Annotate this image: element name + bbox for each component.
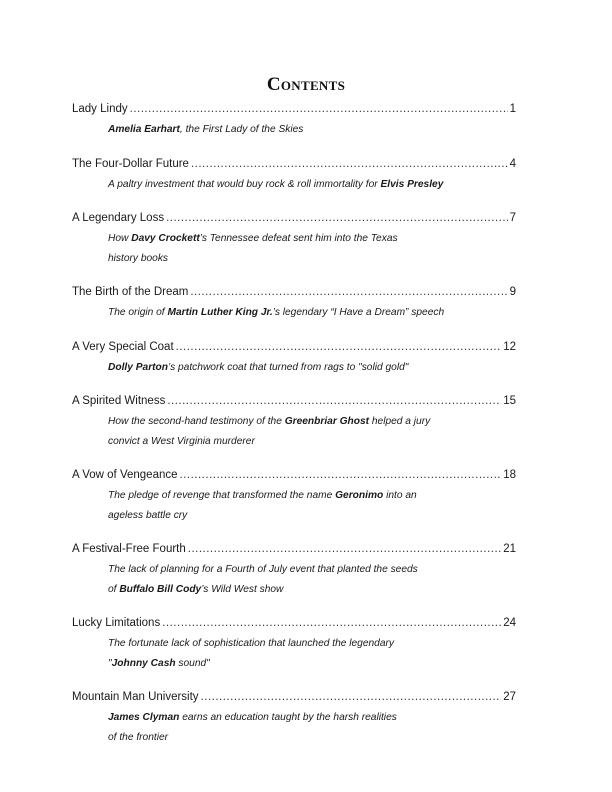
chapter-description <box>108 303 472 323</box>
page-number[interactable]: 12 <box>503 340 516 353</box>
description-line <box>108 249 472 269</box>
description-line <box>108 412 472 432</box>
chapter-title[interactable]: The Birth of the Dream <box>72 286 189 298</box>
description-text: ’s Wild West show <box>201 583 284 595</box>
table-of-contents <box>72 102 516 764</box>
description-text: How the second-hand testimony of the <box>108 416 285 427</box>
toc-entry-line[interactable] <box>72 157 516 171</box>
chapter-description <box>108 120 472 140</box>
page-title: Contents <box>266 74 346 95</box>
description-line <box>108 358 472 378</box>
toc-entry[interactable] <box>72 468 516 525</box>
subject-name: Davy Crockett <box>131 233 200 244</box>
page-number[interactable]: 24 <box>503 617 516 629</box>
subject-name: Dolly Parton <box>108 361 169 373</box>
toc-entry-line[interactable] <box>72 690 516 704</box>
description-text: The lack of planning for a Fourth of July event that planted the seeds <box>108 564 418 575</box>
chapter-title[interactable]: Mountain Man University <box>72 691 199 703</box>
toc-entry[interactable] <box>72 157 516 195</box>
description-text: history books <box>108 252 169 264</box>
description-line <box>108 486 472 506</box>
description-text: " <box>108 657 112 669</box>
description-line <box>108 120 472 140</box>
subject-name: Johnny Cash <box>111 657 176 669</box>
page-number[interactable]: 4 <box>509 157 516 170</box>
description-text: The origin of <box>108 307 168 318</box>
subject-name: Buffalo Bill Cody <box>119 583 202 595</box>
description-line <box>108 175 472 195</box>
dot-leader <box>188 542 501 556</box>
chapter-title[interactable]: Lucky Limitations <box>72 617 161 629</box>
dot-leader <box>166 211 508 225</box>
page-number[interactable]: 21 <box>503 543 516 555</box>
subject-name: Greenbriar Ghost <box>284 416 370 427</box>
chapter-description <box>108 229 472 268</box>
description-text: sound" <box>175 657 210 669</box>
dot-leader <box>180 468 502 482</box>
description-line <box>108 580 472 600</box>
chapter-description <box>108 412 472 451</box>
toc-entry[interactable] <box>72 211 516 268</box>
toc-entry-line[interactable] <box>72 211 516 225</box>
description-text: of the frontier <box>108 731 169 743</box>
chapter-description <box>108 708 472 747</box>
dot-leader <box>167 394 501 408</box>
chapter-description <box>108 560 472 599</box>
description-text: ageless battle cry <box>108 509 188 521</box>
page-number[interactable]: 27 <box>503 691 516 703</box>
dot-leader <box>190 285 507 299</box>
description-text: How <box>108 233 132 244</box>
chapter-title[interactable]: The Four-Dollar Future <box>72 157 189 170</box>
description-text: ’s patchwork coat that turned from rags to "solid gold" <box>168 361 409 373</box>
page-number[interactable]: 7 <box>509 212 516 224</box>
description-text: The fortunate lack of sophistication that launched the legendary <box>108 638 395 649</box>
chapter-title[interactable]: A Vow of Vengeance <box>72 469 178 481</box>
subject-name: Geronimo <box>335 490 384 501</box>
toc-entry-line[interactable] <box>72 102 516 116</box>
toc-entry-line[interactable] <box>72 285 516 299</box>
description-text: ’s Tennessee defeat sent him into the Texas <box>199 233 398 244</box>
toc-entry-line[interactable] <box>72 542 516 556</box>
description-text: The pledge of revenge that transformed the name <box>108 490 336 501</box>
page-number[interactable]: 18 <box>503 469 516 481</box>
toc-entry[interactable] <box>72 542 516 599</box>
description-line <box>108 303 472 323</box>
dot-leader <box>191 157 508 171</box>
subject-name: Elvis Presley <box>380 178 444 190</box>
toc-entry-line[interactable] <box>72 394 516 408</box>
chapter-title[interactable]: A Very Special Coat <box>72 340 174 353</box>
page-number[interactable]: 9 <box>509 286 516 298</box>
description-text: earns an education taught by the harsh realities <box>179 712 397 723</box>
toc-entry[interactable] <box>72 340 516 378</box>
chapter-description <box>108 634 472 673</box>
chapter-title[interactable]: A Spirited Witness <box>72 395 166 407</box>
dot-leader <box>130 102 508 116</box>
chapter-description <box>108 358 472 378</box>
toc-entry[interactable] <box>72 690 516 747</box>
description-text: into an <box>383 490 417 501</box>
subject-name: James Clyman <box>108 712 180 723</box>
chapter-description <box>108 486 472 525</box>
description-text: ’s legendary “I Have a Dream” speech <box>272 307 445 318</box>
page-number[interactable]: 1 <box>509 103 516 115</box>
description-line <box>108 708 472 728</box>
description-line <box>108 728 472 748</box>
description-text: of <box>108 583 120 595</box>
dot-leader <box>162 616 501 630</box>
description-line <box>108 654 472 674</box>
description-line <box>108 560 472 580</box>
toc-entry-line[interactable] <box>72 468 516 482</box>
toc-entry[interactable] <box>72 102 516 140</box>
toc-entry[interactable] <box>72 285 516 323</box>
description-text: convict a West Virginia murderer <box>108 435 255 447</box>
description-line <box>108 432 472 452</box>
chapter-title[interactable]: A Legendary Loss <box>72 212 165 224</box>
description-line <box>108 506 472 526</box>
toc-entry-line[interactable] <box>72 616 516 630</box>
chapter-title[interactable]: Lady Lindy <box>72 103 128 115</box>
description-text: A paltry investment that would buy rock & roll immortality for <box>108 178 381 190</box>
description-line <box>108 229 472 249</box>
description-text: helped a jury <box>369 416 431 427</box>
toc-entry[interactable] <box>72 616 516 673</box>
subject-name: Amelia Earhart <box>108 124 180 135</box>
subject-name: Martin Luther King Jr. <box>167 307 273 318</box>
description-text: , the First Lady of the Skies <box>179 124 304 135</box>
toc-entry-line[interactable] <box>72 340 516 354</box>
description-line <box>108 634 472 654</box>
chapter-description <box>108 175 472 195</box>
dot-leader <box>201 690 502 704</box>
toc-entry[interactable] <box>72 394 516 451</box>
chapter-title[interactable]: A Festival-Free Fourth <box>72 543 186 555</box>
page-number[interactable]: 15 <box>503 395 516 407</box>
dot-leader <box>176 340 502 354</box>
